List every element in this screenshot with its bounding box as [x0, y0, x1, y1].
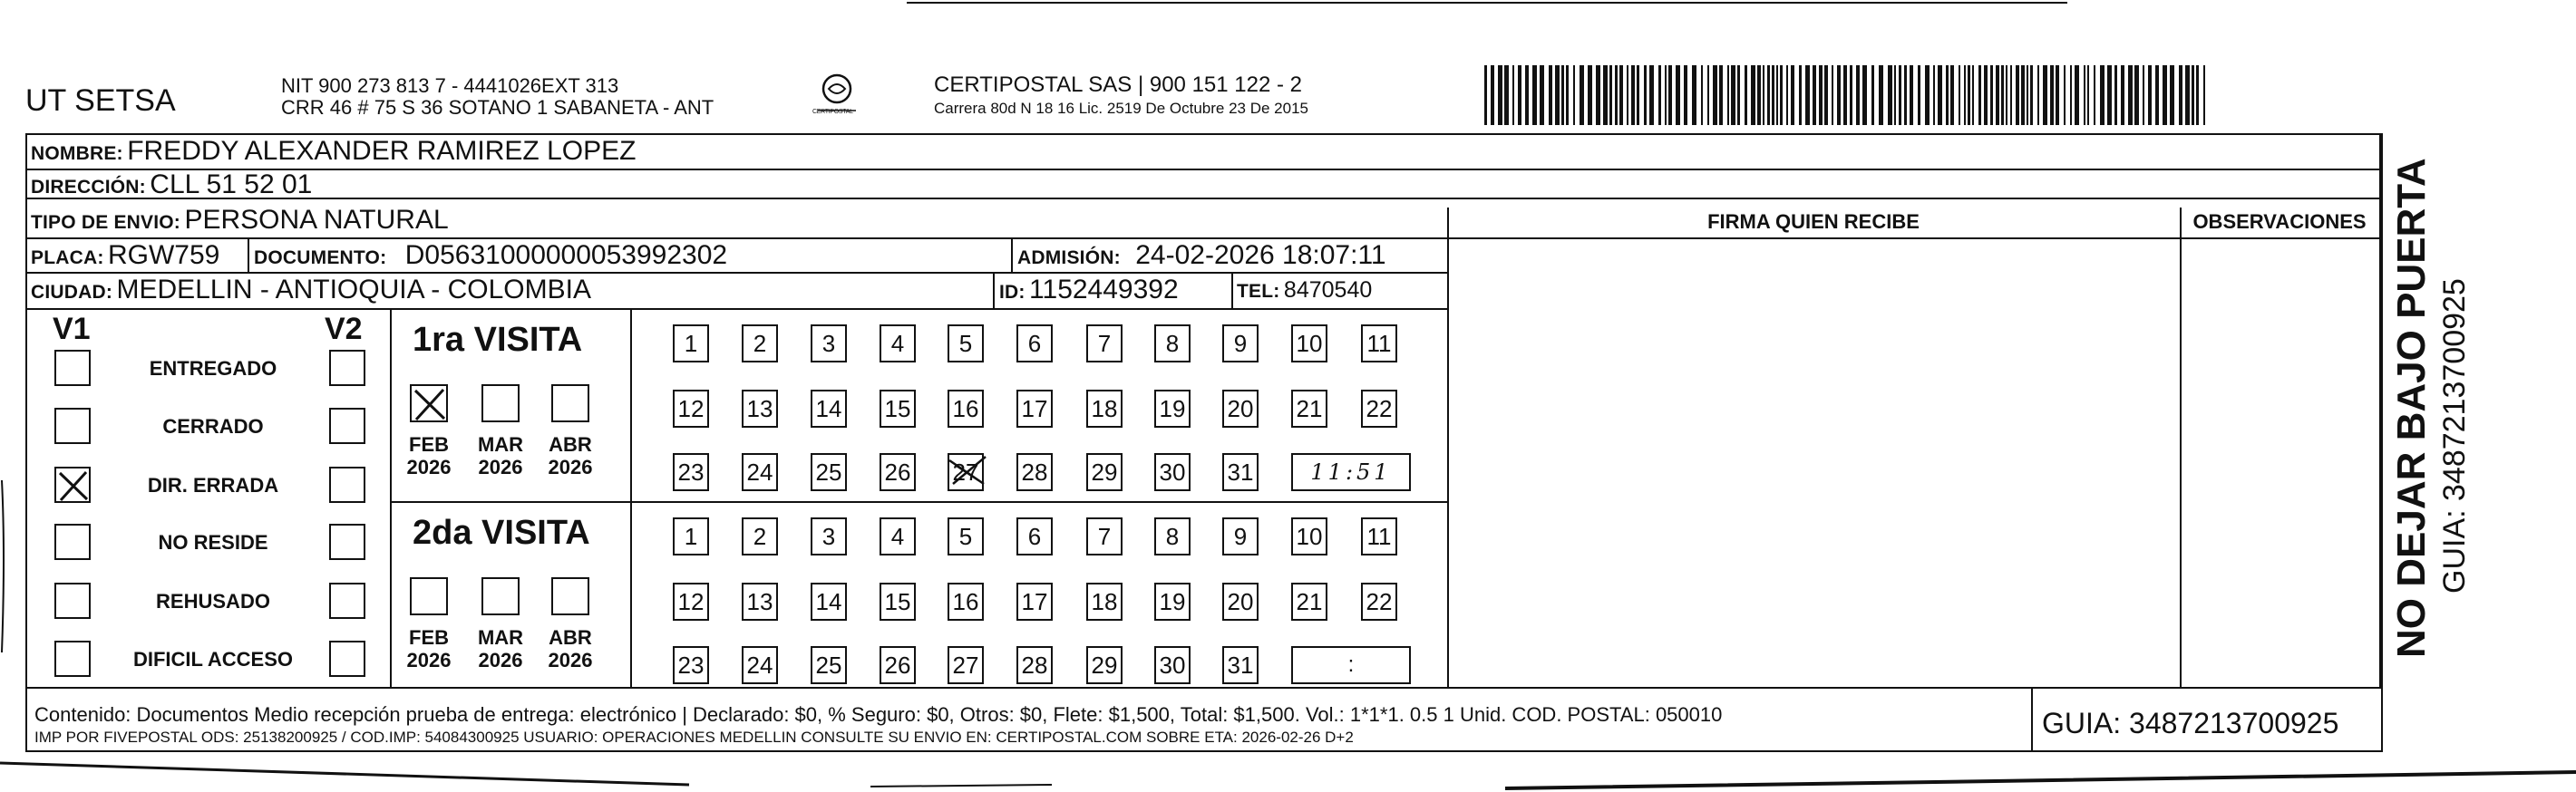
day-cell[interactable]: 2	[742, 517, 778, 555]
day-cell[interactable]: 4	[880, 517, 916, 555]
barcode-bar	[2064, 65, 2066, 125]
day-cell[interactable]: 21	[1291, 390, 1327, 428]
visit-title: 2da VISITA	[413, 514, 590, 552]
id-row	[999, 275, 1179, 305]
barcode-bar	[1938, 65, 1942, 125]
barcode-bar	[1549, 65, 1552, 125]
barcode-bar	[2128, 65, 2133, 125]
day-cell[interactable]: 17	[1016, 583, 1053, 621]
day-cell[interactable]: 25	[811, 453, 847, 491]
day-cell[interactable]: 19	[1154, 390, 1191, 428]
barcode-bar	[1933, 65, 1935, 125]
day-cell[interactable]: 24	[742, 646, 778, 684]
v2-checkbox[interactable]	[329, 350, 365, 386]
barcode-bar	[1707, 65, 1709, 125]
barcode-bar	[2196, 65, 2199, 125]
day-cell[interactable]: 28	[1016, 453, 1053, 491]
barcode-bar	[1964, 65, 1966, 125]
admision-value: 24-02-2026 18:07:11	[1135, 240, 1386, 270]
month-name: ABR	[549, 626, 592, 649]
tel-label: TEL:	[1237, 281, 1280, 302]
barcode-bar	[1767, 65, 1770, 125]
barcode-bar	[1580, 65, 1584, 125]
side-warning: NO DEJAR BAJO PUERTA	[2389, 158, 2434, 658]
barcode-bar	[1925, 65, 1930, 125]
barcode-bar	[1665, 65, 1667, 125]
barcode-bar	[1504, 65, 1509, 125]
day-cell[interactable]: 30	[1154, 646, 1191, 684]
day-cell[interactable]: 16	[948, 583, 984, 621]
barcode-bar	[2107, 65, 2112, 125]
barcode-bar	[1959, 65, 1960, 125]
day-cell[interactable]: 26	[880, 453, 916, 491]
barcode-bar	[2094, 65, 2095, 125]
day-cell[interactable]: 8	[1154, 517, 1191, 555]
v2-checkbox[interactable]	[329, 408, 365, 444]
observaciones-header: OBSERVACIONES	[2192, 210, 2367, 233]
barcode-bar	[2100, 65, 2105, 125]
day-cell[interactable]: 6	[1016, 324, 1053, 362]
barcode-bar	[1910, 65, 1913, 125]
barcode-bar	[1799, 65, 1802, 125]
barcode-bar	[1791, 65, 1794, 125]
v2-header: V2	[325, 312, 363, 346]
barcode-bar	[1484, 65, 1487, 125]
status-option-label: ENTREGADO	[149, 357, 277, 380]
barcode-bar	[1588, 65, 1592, 125]
barcode-bar	[2143, 65, 2144, 125]
barcode-bar	[1968, 65, 1970, 125]
month-year: 2026	[548, 456, 593, 478]
month-year: 2026	[478, 456, 523, 478]
barcode-bar	[2163, 65, 2167, 125]
tel-value: 8470540	[1283, 277, 1373, 303]
month-name: ABR	[549, 433, 592, 456]
day-cell[interactable]: 9	[1222, 517, 1259, 555]
status-option-label: NO RESIDE	[158, 531, 268, 554]
x-mark-icon	[412, 386, 448, 422]
day-cell[interactable]: 21	[1291, 583, 1327, 621]
barcode-bar	[1555, 65, 1560, 125]
direccion-label: DIRECCIÓN:	[31, 177, 146, 198]
barcode-bar	[2179, 65, 2182, 125]
barcode-bar	[1984, 65, 1988, 125]
barcode-bar	[1918, 65, 1920, 125]
day-cell[interactable]: 8	[1154, 324, 1191, 362]
certipostal-nit: CERTIPOSTAL SAS | 900 151 122 - 2	[934, 72, 1302, 97]
day-cell[interactable]: 19	[1154, 583, 1191, 621]
day-cell[interactable]: 24	[742, 453, 778, 491]
barcode-bar	[1676, 65, 1680, 125]
barcode-bar	[1627, 65, 1628, 125]
barcode-bar	[1518, 65, 1521, 125]
barcode-bar	[1946, 65, 1949, 125]
v1-header: V1	[53, 312, 91, 346]
day-cell[interactable]: 11	[1361, 517, 1397, 555]
side-guia: GUIA: 3487213700925	[2437, 278, 2472, 594]
nit-line: NIT 900 273 813 7 - 4441026EXT 313	[281, 74, 619, 97]
barcode-bar	[2134, 65, 2139, 125]
day-cell[interactable]: 5	[948, 324, 984, 362]
barcode-bar	[1904, 65, 1907, 125]
barcode-bar	[1879, 65, 1883, 125]
month-name: FEB	[409, 626, 449, 649]
barcode-bar	[1615, 65, 1618, 125]
day-cell[interactable]: 20	[1222, 390, 1259, 428]
barcode-bar	[1894, 65, 1896, 125]
barcode-bar	[1871, 65, 1874, 125]
visit-title: 1ra VISITA	[413, 321, 583, 359]
barcode-bar	[1603, 65, 1608, 125]
status-option-label: CERRADO	[162, 415, 264, 438]
barcode-bar	[2043, 65, 2047, 125]
company-name: UT SETSA	[25, 83, 176, 118]
day-cell[interactable]: 3	[811, 324, 847, 362]
day-cell[interactable]: 27	[948, 646, 984, 684]
barcode-bar	[1824, 65, 1828, 125]
barcode-bar	[2192, 65, 2194, 125]
barcode-bar	[2084, 65, 2085, 125]
barcode-bar	[2121, 65, 2124, 125]
barcode-bar	[1950, 65, 1954, 125]
barcode-bar	[1763, 65, 1764, 125]
barcode-bar	[1990, 65, 1993, 125]
direccion-value: CLL 51 52 01	[150, 169, 313, 199]
status-option-label: REHUSADO	[156, 590, 270, 613]
barcode-bar	[2148, 65, 2152, 125]
barcode-bar	[2037, 65, 2039, 125]
barcode-bar	[2016, 65, 2019, 125]
barcode-bar	[2075, 65, 2079, 125]
day-cell[interactable]: 1	[673, 324, 709, 362]
barcode-bar	[2185, 65, 2190, 125]
admision-label: ADMISIÓN:	[1017, 247, 1121, 268]
month-checkbox[interactable]	[481, 384, 520, 422]
placa-row	[31, 240, 219, 271]
day-cell[interactable]: 18	[1086, 390, 1123, 428]
day-cell[interactable]: 23	[673, 646, 709, 684]
day-cell[interactable]: 9	[1222, 324, 1259, 362]
barcode-bar	[1832, 65, 1833, 125]
logo-caption: CERTIPOSTAL	[812, 109, 853, 115]
time-box[interactable]: 11:51	[1291, 453, 1411, 491]
barcode-bar	[1719, 65, 1723, 125]
day-cell[interactable]: 18	[1086, 583, 1123, 621]
barcode-bar	[1731, 65, 1735, 125]
barcode-bar	[1637, 65, 1639, 125]
barcode	[1484, 65, 2205, 125]
barcode-bar	[1780, 65, 1783, 125]
tel-row	[1237, 277, 1372, 304]
firma-header: FIRMA QUIEN RECIBE	[1707, 210, 1920, 233]
barcode-bar	[1491, 65, 1494, 125]
scan-edge-strokes	[0, 471, 2576, 792]
barcode-bar	[1837, 65, 1841, 125]
time-box[interactable]: :	[1291, 646, 1411, 684]
day-cell[interactable]: 22	[1361, 390, 1397, 428]
barcode-bar	[1819, 65, 1823, 125]
certipostal-address: Carrera 80d N 18 16 Lic. 2519 De Octubre 23 De 2015	[934, 100, 1308, 117]
day-cell[interactable]: 25	[811, 646, 847, 684]
month-checkbox[interactable]	[410, 384, 448, 422]
barcode-bar	[1540, 65, 1544, 125]
tipo-envio-label: TIPO DE ENVIO:	[31, 212, 180, 233]
top-edge-line	[907, 2, 2067, 4]
v1-checkbox[interactable]	[54, 350, 91, 386]
barcode-bar	[1525, 65, 1529, 125]
nombre-value: FREDDY ALEXANDER RAMIREZ LOPEZ	[127, 136, 637, 166]
barcode-bar	[1512, 65, 1514, 125]
day-cell[interactable]: 27	[948, 453, 984, 491]
barcode-bar	[1631, 65, 1635, 125]
month-year: 2026	[406, 456, 452, 478]
nombre-row	[31, 136, 636, 167]
barcode-bar	[2050, 65, 2054, 125]
day-cell[interactable]: 5	[948, 517, 984, 555]
day-cell[interactable]: 10	[1291, 517, 1327, 555]
id-value: 1152449392	[1029, 275, 1179, 304]
day-cell[interactable]: 15	[880, 390, 916, 428]
day-cell[interactable]: 26	[880, 646, 916, 684]
barcode-bar	[1713, 65, 1717, 125]
barcode-bar	[1776, 65, 1778, 125]
documento-label: DOCUMENTO:	[254, 247, 387, 268]
day-cell[interactable]: 17	[1016, 390, 1053, 428]
day-cell[interactable]: 31	[1222, 453, 1259, 491]
month-name: FEB	[409, 433, 449, 456]
documento-value: D05631000000053992302	[404, 240, 728, 270]
day-cell[interactable]: 7	[1086, 517, 1123, 555]
barcode-bar	[1745, 65, 1747, 125]
day-cell[interactable]: 12	[673, 583, 709, 621]
barcode-bar	[1850, 65, 1852, 125]
barcode-bar	[1573, 65, 1575, 125]
day-cell[interactable]: 29	[1086, 646, 1123, 684]
ciudad-label: CIUDAD:	[31, 282, 113, 303]
day-cell[interactable]: 12	[673, 390, 709, 428]
barcode-bar	[1649, 65, 1654, 125]
day-cell[interactable]: 3	[811, 517, 847, 555]
month-name: MAR	[477, 433, 524, 456]
barcode-bar	[1805, 65, 1810, 125]
day-cell[interactable]: 23	[673, 453, 709, 491]
footer-guia: GUIA: 3487213700925	[2042, 707, 2339, 739]
day-cell[interactable]: 31	[1222, 646, 1259, 684]
day-cell[interactable]: 10	[1291, 324, 1327, 362]
ciudad-row	[31, 275, 591, 305]
barcode-bar	[2203, 65, 2205, 125]
day-cell[interactable]: 6	[1016, 517, 1053, 555]
barcode-bar	[1757, 65, 1761, 125]
month-year: 2026	[406, 649, 452, 671]
placa-label: PLACA:	[31, 247, 104, 268]
day-cell[interactable]: 1	[673, 517, 709, 555]
day-cell[interactable]: 2	[742, 324, 778, 362]
day-cell[interactable]: 22	[1361, 583, 1397, 621]
month-year: 2026	[548, 649, 593, 671]
barcode-bar	[1772, 65, 1774, 125]
day-cell[interactable]: 14	[811, 390, 847, 428]
barcode-bar	[1972, 65, 1974, 125]
barcode-bar	[2021, 65, 2025, 125]
barcode-bar	[1856, 65, 1860, 125]
barcode-bar	[2001, 65, 2004, 125]
day-cell[interactable]: 7	[1086, 324, 1123, 362]
barcode-bar	[1692, 65, 1696, 125]
day-cell[interactable]: 13	[742, 583, 778, 621]
day-cell[interactable]: 11	[1361, 324, 1397, 362]
day-cell[interactable]: 15	[880, 583, 916, 621]
barcode-bar	[1727, 65, 1729, 125]
barcode-bar	[1786, 65, 1788, 125]
month-year: 2026	[478, 649, 523, 671]
barcode-bar	[1644, 65, 1647, 125]
barcode-bar	[1498, 65, 1502, 125]
barcode-bar	[1619, 65, 1623, 125]
barcode-bar	[1701, 65, 1703, 125]
barcode-bar	[1596, 65, 1600, 125]
day-cell[interactable]: 20	[1222, 583, 1259, 621]
documento-row	[254, 240, 727, 271]
tipo-envio-row	[31, 205, 449, 236]
barcode-bar	[1843, 65, 1847, 125]
tipo-envio-value: PERSONA NATURAL	[184, 205, 449, 235]
certipostal-logo	[814, 71, 860, 121]
barcode-bar	[1561, 65, 1564, 125]
barcode-bar	[1737, 65, 1740, 125]
barcode-bar	[1996, 65, 1999, 125]
barcode-bar	[1862, 65, 1867, 125]
day-cell[interactable]: 30	[1154, 453, 1191, 491]
barcode-bar	[2114, 65, 2117, 125]
barcode-bar	[1566, 65, 1569, 125]
barcode-bar	[2006, 65, 2007, 125]
barcode-bar	[2170, 65, 2174, 125]
barcode-bar	[2030, 65, 2033, 125]
barcode-bar	[1899, 65, 1901, 125]
day-cell[interactable]: 28	[1016, 646, 1053, 684]
month-checkbox[interactable]	[551, 384, 589, 422]
barcode-bar	[2010, 65, 2012, 125]
barcode-bar	[1888, 65, 1892, 125]
barcode-bar	[1532, 65, 1537, 125]
nombre-label: NOMBRE:	[31, 143, 123, 164]
id-label: ID:	[999, 282, 1026, 303]
imp-line: IMP POR FIVEPOSTAL ODS: 25138200925 / COD.IMP: 54084300925 USUARIO: OPERACIONES MEDELLIN CONSULTE SU ENVIO EN: CERTIPOSTAL.COM SOBRE ETA: 2026-02-26 D+2	[34, 729, 1354, 746]
ciudad-value: MEDELLIN - ANTIOQUIA - COLOMBIA	[116, 275, 591, 304]
company-address: CRR 46 # 75 S 36 SOTANO 1 SABANETA - ANT	[281, 96, 714, 119]
barcode-bar	[2027, 65, 2028, 125]
day-cell[interactable]: 13	[742, 390, 778, 428]
barcode-bar	[1751, 65, 1755, 125]
barcode-bar	[2087, 65, 2089, 125]
status-option-label: DIFICIL ACCESO	[132, 648, 293, 671]
contenido-line: Contenido: Documentos Medio recepción prueba de entrega: electrónico | Declarado: $0, % Seguro: $0, Otros: $0, Flete: $1,500, Total: $1,500. Vol.: 1*1*1. 0.5 1 Unid. COD. POSTAL: 050010	[34, 703, 1723, 726]
barcode-bar	[1684, 65, 1687, 125]
admision-row	[1017, 240, 1386, 271]
barcode-bar	[1658, 65, 1661, 125]
barcode-bar	[1668, 65, 1672, 125]
day-cell[interactable]: 14	[811, 583, 847, 621]
day-cell[interactable]: 29	[1086, 453, 1123, 491]
status-option-label: DIR. ERRADA	[147, 474, 279, 497]
v1-checkbox[interactable]	[54, 408, 91, 444]
direccion-row	[31, 169, 312, 200]
barcode-bar	[2056, 65, 2059, 125]
day-cell[interactable]: 16	[948, 390, 984, 428]
barcode-bar	[2155, 65, 2159, 125]
month-name: MAR	[477, 626, 524, 649]
placa-value: RGW759	[107, 240, 220, 270]
barcode-bar	[1609, 65, 1612, 125]
barcode-bar	[1813, 65, 1816, 125]
barcode-bar	[1978, 65, 1981, 125]
day-cell[interactable]: 4	[880, 324, 916, 362]
barcode-bar	[2070, 65, 2072, 125]
